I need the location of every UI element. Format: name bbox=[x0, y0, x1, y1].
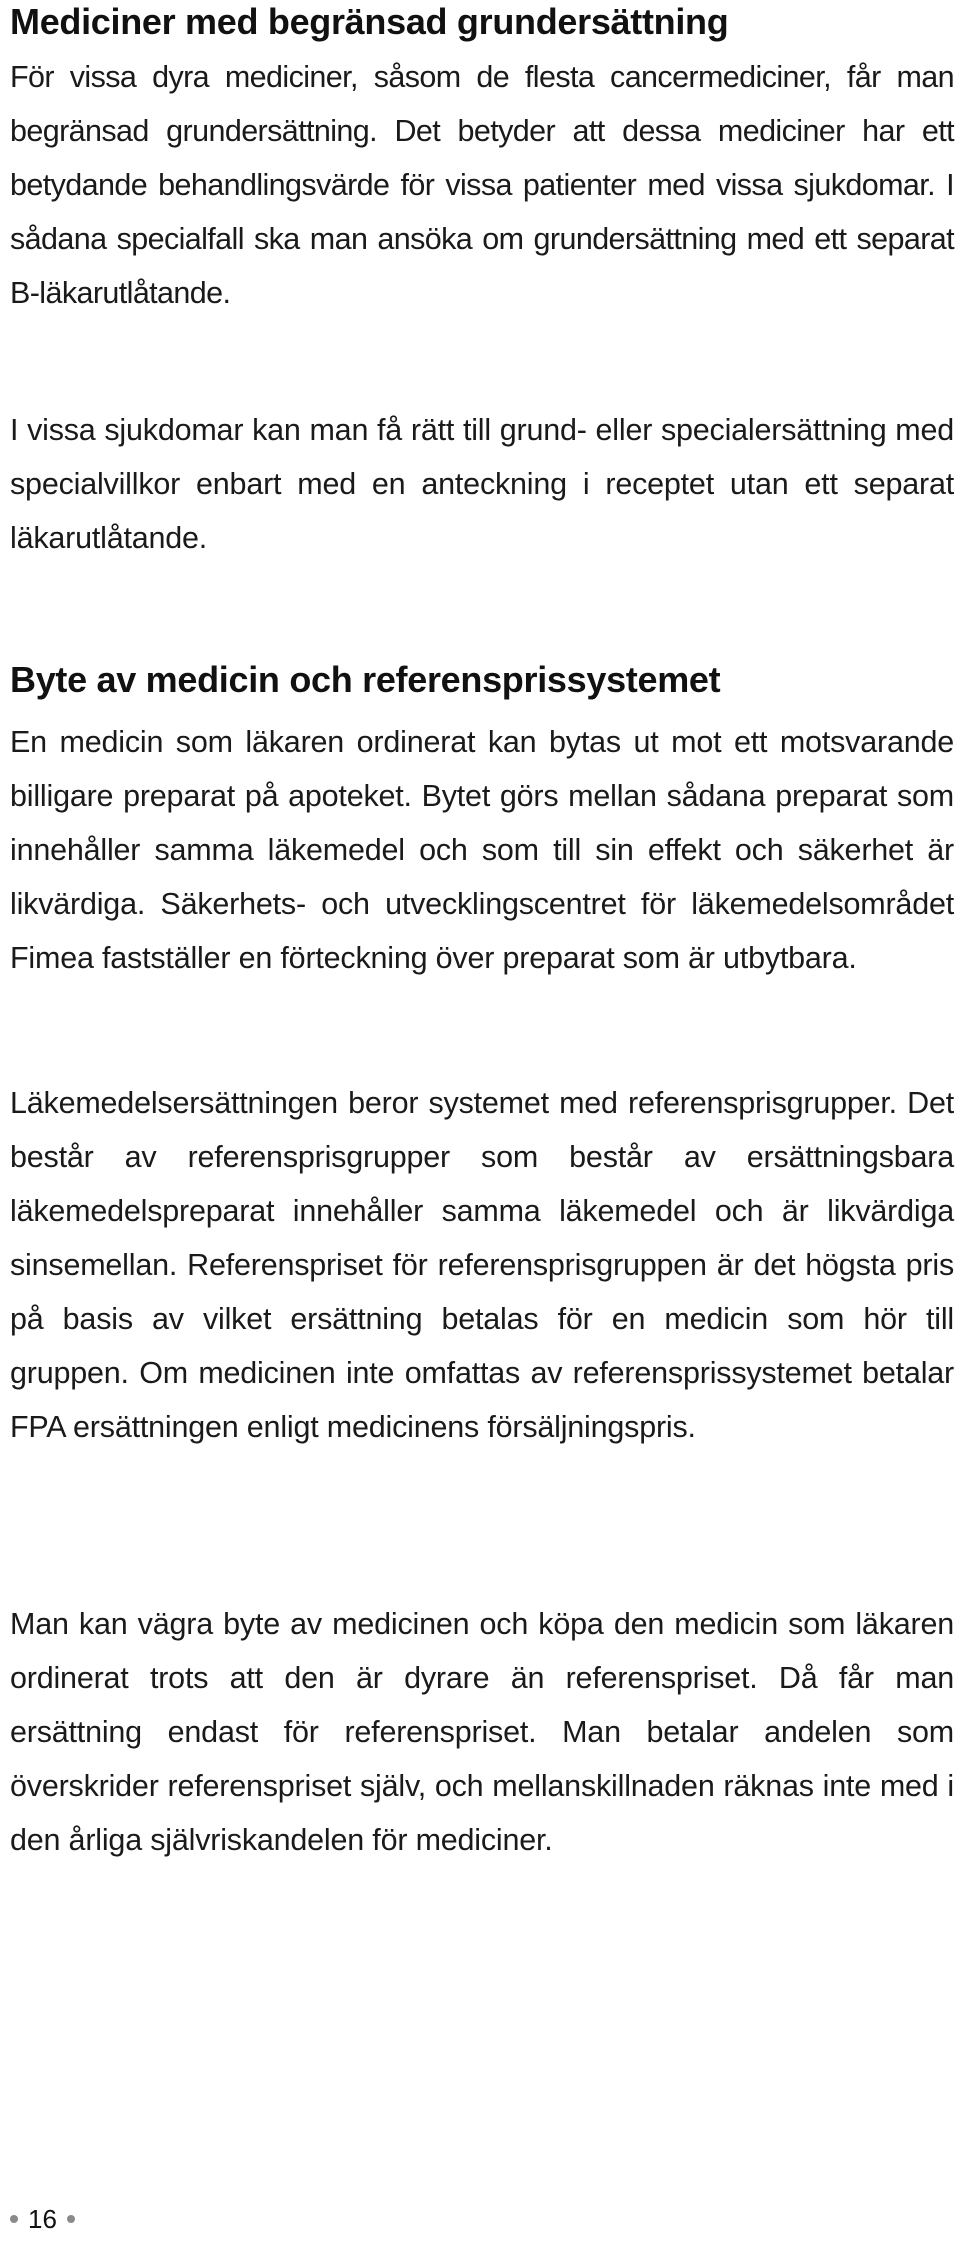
paragraph-limited-reimbursement-intro: För vissa dyra mediciner, såsom de flesta cancermediciner, får man begränsad grundersättning. Det betyder att dessa mediciner har ett betydande behandlingsvärde för vissa patienter med vissa sjukdomar. I sådana specialfall ska man ansöka om grundersättning med ett separat B-läkarutlåtande. bbox=[10, 60, 954, 310]
paragraph-special-conditions: I vissa sjukdomar kan man få rätt till grund- eller specialersättning med specialvillkor enbart med en anteckning i receptet utan ett separat läkarutlåtande. bbox=[10, 413, 954, 555]
bullet-left-icon bbox=[10, 2215, 18, 2223]
paragraph-refusing-substitution: Man kan vägra byte av medicinen och köpa den medicin som läkaren ordinerat trots att den är dyrare än referenspriset. Då får man ersättning endast för referenspriset. Man betalar andelen som överskrider referenspriset själv, och mellanskillnaden räknas inte med i den årliga självriskandelen för mediciner. bbox=[10, 1607, 954, 1857]
page-number: 16 bbox=[28, 2203, 57, 2234]
bullet-right-icon bbox=[67, 2215, 75, 2223]
section-heading-reference-price-system: Byte av medicin och referensprissystemet bbox=[10, 659, 721, 700]
paragraph-substitution: En medicin som läkaren ordinerat kan bytas ut mot ett motsvarande billigare preparat på apoteket. Bytet görs mellan sådana preparat som innehåller samma läkemedel och som till sin effekt och säkerhet är likvärdiga. Säkerhets- och utvecklingscentret för läkemedelsområdet Fimea fastställer en förteckning över preparat som är utbytbara. bbox=[10, 725, 954, 975]
paragraph-reference-price-groups: Läkemedelsersättningen beror systemet med referensprisgrupper. Det består av referensprisgrupper som består av ersättningsbara läkemedelspreparat innehåller samma läkemedel och är likvärdiga sinsemellan. Referenspriset för referensprisgruppen är det högsta pris på basis av vilket ersättning betalas för en medicin som hör till gruppen. Om medicinen inte omfattas av referensprissystemet betalar FPA ersättningen enligt medicinens försäljningspris. bbox=[10, 1086, 954, 1444]
section-heading-limited-reimbursement: Mediciner med begränsad grundersättning bbox=[10, 1, 729, 42]
page-footer bbox=[10, 2204, 75, 2234]
